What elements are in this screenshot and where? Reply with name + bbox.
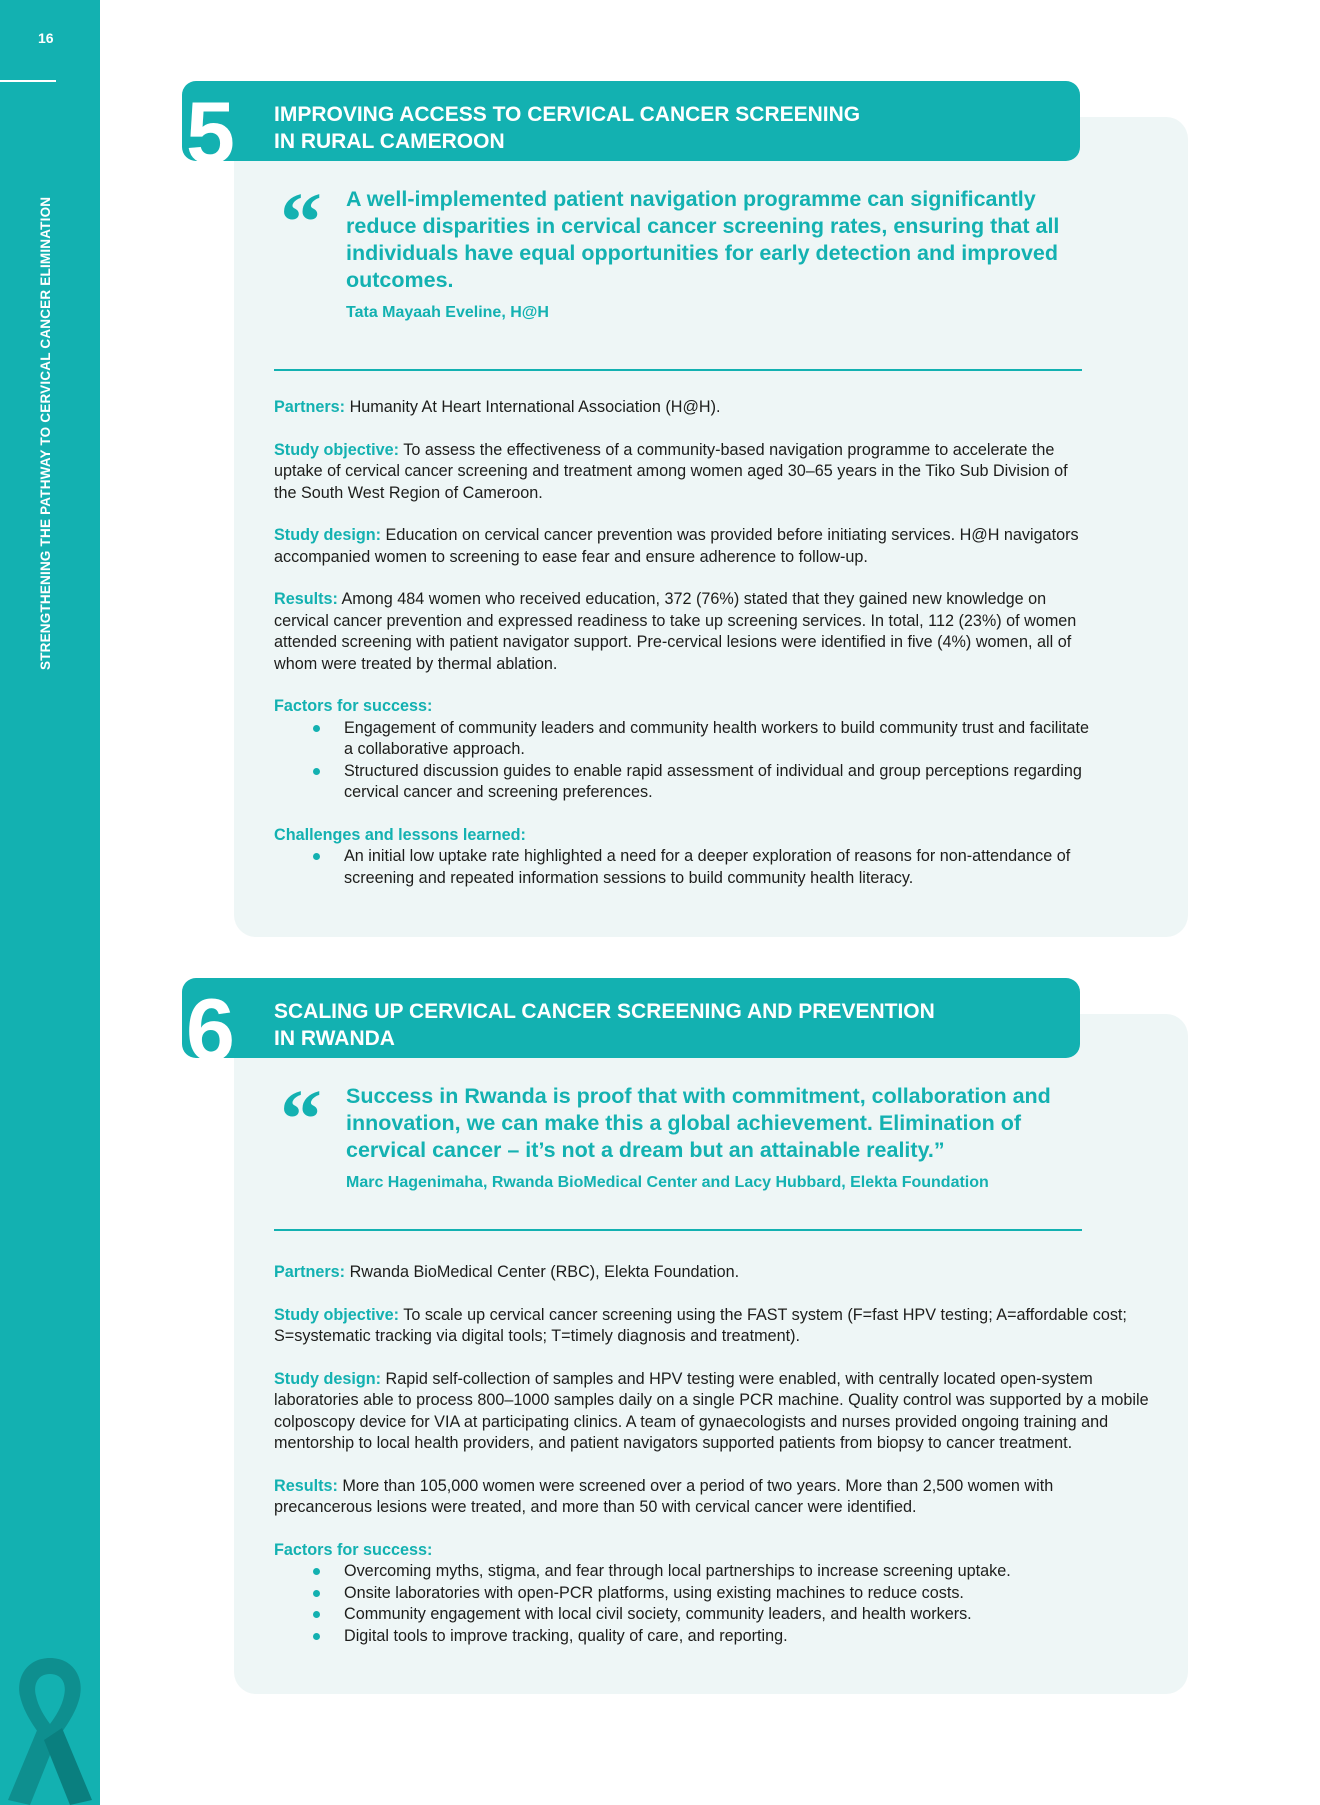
design-text: Rapid self-collection of samples and HPV testing were enabled, with centrally located open-system laboratories able to process 800–1000 samples daily on a single PCR machine. Quality control was supported by a mobile colposcopy device for VIA at participating clinics. A team of gynaecologists and nurses provided ongoing training and mentorship to local health providers, and patient navigators supported patients from biopsy to cancer treatment. bbox=[274, 1369, 1149, 1452]
case-5-challenges-list bbox=[274, 846, 1094, 889]
case-6-factors-list bbox=[274, 1561, 1152, 1647]
partners-text: Rwanda BioMedical Center (RBC), Elekta Foundation. bbox=[345, 1263, 740, 1281]
sidebar-rule bbox=[0, 80, 56, 82]
design-text: Education on cervical cancer prevention was provided before initiating services. H@H navigators accompanied women to screening to ease fear and ensure adherence to follow-up. bbox=[274, 526, 1079, 566]
case-5-factors-heading: Factors for success: bbox=[274, 697, 433, 715]
objective-text: To assess the effectiveness of a community-based navigation programme to accelerate the uptake of cervical cancer screening and treatment among women aged 30–65 years in the Tiko Sub Division of the South West Region of Cameroon. bbox=[274, 440, 1068, 502]
case-6-divider bbox=[274, 1229, 1082, 1231]
case-5-results bbox=[274, 589, 1094, 675]
list-item: Onsite laboratories with open-PCR platforms, using existing machines to reduce costs. bbox=[344, 1583, 1152, 1605]
list-item: Structured discussion guides to enable rapid assessment of individual and group perceptions regarding cervical cancer and screening preferences. bbox=[344, 761, 1094, 804]
case-5-objective bbox=[274, 440, 1094, 505]
sidebar-section-title: STRENGTHENING THE PATHWAY TO CERVICAL CANCER ELIMINATION bbox=[38, 196, 53, 670]
partners-label: Partners: bbox=[274, 1263, 346, 1281]
case-6-number: 6 bbox=[186, 980, 233, 1079]
case-6-body bbox=[274, 1262, 1152, 1668]
case-5-number: 5 bbox=[186, 83, 233, 182]
list-item: Overcoming myths, stigma, and fear through local partnerships to increase screening uptake. bbox=[344, 1561, 1152, 1583]
list-item: Community engagement with local civil society, community leaders, and health workers. bbox=[344, 1604, 1152, 1626]
case-5-design bbox=[274, 525, 1094, 568]
case-6-results bbox=[274, 1476, 1152, 1519]
case-6-title-line2: IN RWANDA bbox=[274, 1027, 395, 1050]
case-6-header bbox=[182, 978, 1080, 1079]
case-5-challenges-heading: Challenges and lessons learned: bbox=[274, 825, 526, 844]
list-item: Engagement of community leaders and community health workers to build community trust and facilitate a collaborative approach. bbox=[344, 718, 1094, 761]
case-6-title bbox=[274, 998, 974, 1052]
case-5-quote-mark-icon: “ bbox=[280, 176, 322, 269]
case-5-divider bbox=[274, 369, 1082, 371]
case-6-title-line1: SCALING UP CERVICAL CANCER SCREENING AND PREVENTION bbox=[274, 1000, 935, 1023]
partners-label: Partners: bbox=[274, 398, 346, 416]
results-label: Results: bbox=[274, 1476, 338, 1495]
case-6-quote-author: Marc Hagenimaha, Rwanda BioMedical Center and Lacy Hubbard, Elekta Foundation bbox=[346, 1174, 989, 1191]
case-6-objective bbox=[274, 1305, 1152, 1348]
case-6-quote: Success in Rwanda is proof that with commitment, collaboration and innovation, we can make this a global achievement. Elimination of cervical cancer – it’s not a dream but an attainable reality.” bbox=[346, 1084, 1051, 1162]
objective-label: Study objective: bbox=[274, 1305, 400, 1324]
case-5-title-line2: IN RURAL CAMEROON bbox=[274, 130, 505, 153]
case-6-factors-heading: Factors for success: bbox=[274, 1540, 433, 1559]
case-5-quote: A well-implemented patient navigation programme can significantly reduce disparities in cervical cancer screening rates, ensuring that all individuals have equal opportunities for early detection and improved outcomes. bbox=[346, 187, 1060, 292]
partners-text: Humanity At Heart International Association (H@H). bbox=[345, 398, 721, 416]
case-5-title bbox=[274, 101, 974, 155]
case-6-partners bbox=[274, 1262, 1152, 1284]
sidebar bbox=[0, 0, 100, 1805]
case-5-title-line1: IMPROVING ACCESS TO CERVICAL CANCER SCREENING bbox=[274, 103, 861, 126]
results-text: More than 105,000 women were screened over a period of two years. More than 2,500 women with precancerous lesions were treated, and more than 50 with cervical cancer were identified. bbox=[274, 1476, 1054, 1516]
list-item: An initial low uptake rate highlighted a need for a deeper exploration of reasons for non-attendance of screening and repeated information sessions to build community health literacy. bbox=[344, 846, 1094, 889]
case-5-quote-author: Tata Mayaah Eveline, H@H bbox=[346, 304, 549, 321]
case-5-header bbox=[182, 81, 1080, 182]
design-label: Study design: bbox=[274, 526, 382, 544]
design-label: Study design: bbox=[274, 1369, 382, 1388]
objective-label: Study objective: bbox=[274, 440, 400, 459]
awareness-ribbon-icon bbox=[0, 1650, 100, 1805]
results-label: Results: bbox=[274, 590, 338, 608]
objective-text: To scale up cervical cancer screening using the FAST system (F=fast HPV testing; A=affordable cost; S=systematic tracking via digital tools; T=timely diagnosis and treatment). bbox=[274, 1305, 1127, 1345]
page-number: 16 bbox=[38, 30, 54, 46]
case-5-partners bbox=[274, 397, 1094, 419]
results-text: Among 484 women who received education, 372 (76%) stated that they gained new knowledge on cervical cancer prevention and expressed readiness to take up screening services. In total, 112 (23%) of women attended screening with patient navigator support. Pre-cervical lesions were identified in five (4%) women, all of whom were treated by thermal ablation. bbox=[274, 590, 1077, 673]
list-item: Digital tools to improve tracking, quality of care, and reporting. bbox=[344, 1626, 1152, 1648]
case-6-quote-mark-icon: “ bbox=[280, 1073, 322, 1166]
case-5-body bbox=[274, 397, 1094, 910]
case-6-design bbox=[274, 1369, 1152, 1455]
case-5-factors-list bbox=[274, 718, 1094, 804]
